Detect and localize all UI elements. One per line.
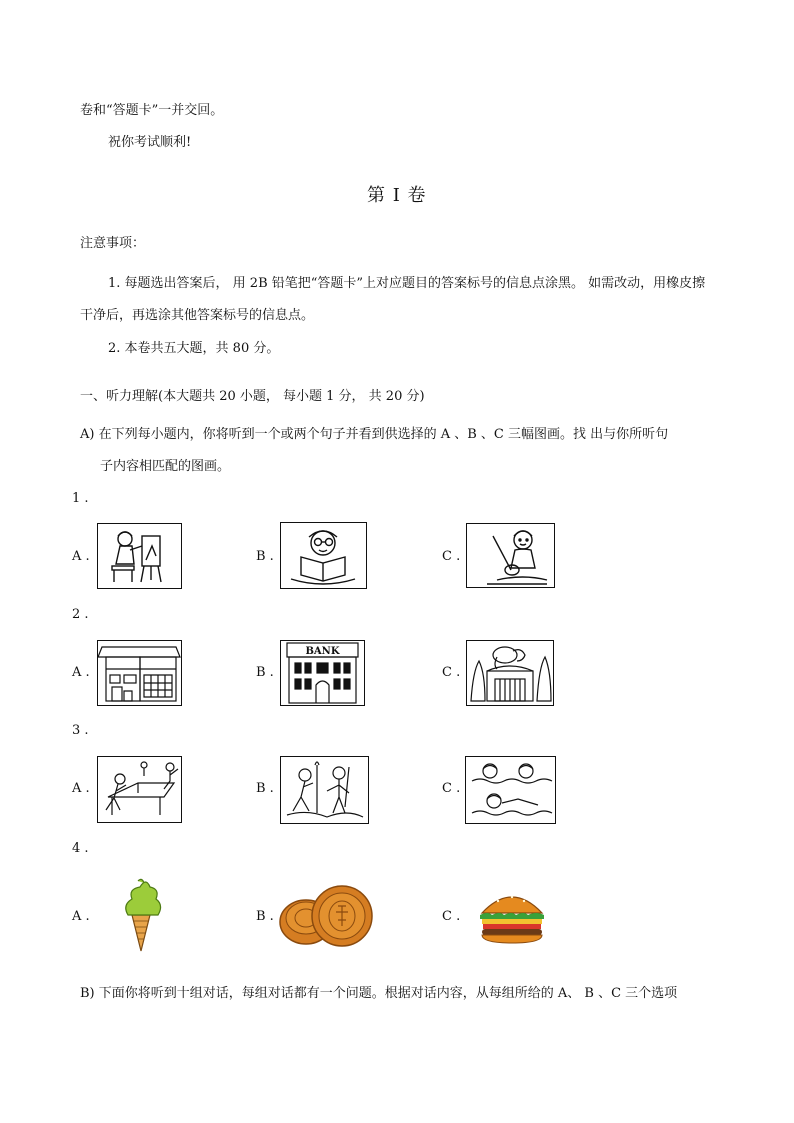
intro-line: 卷和“答题卡”一并交回。 [80,103,224,118]
option-label: C . [442,781,461,796]
planting-trees-image [280,756,369,824]
section-a-instructions: A) 在下列每小题内，你将听到一个或两个句子并看到供选择的 A 、B 、C 三幅图画。找 出与你所听句 [80,427,669,442]
mooncakes-image [278,882,374,948]
option-label: C . [442,549,461,564]
section-a-instructions-continued: 子内容相匹配的图画。 [100,459,231,474]
notes-item-2: 2. 本卷共五大题，共 80 分。 [108,341,280,356]
girl-painting-image [97,523,182,589]
option-label: C . [442,909,461,924]
question-number: 1 . [72,491,89,506]
notes-item-1-continued: 干净后，再选涂其他答案标号的信息点。 [80,308,315,323]
boy-playing-instrument-image [466,523,555,588]
question-number: 2 . [72,607,89,622]
bank-sign-text: BANK [305,646,340,657]
bank-building-image [280,640,365,706]
option-label: A . [72,665,90,680]
option-label: C . [442,665,461,680]
option-label: B . [256,909,274,924]
section-title: 第 I 卷 [367,185,427,206]
hamburger-image [476,887,548,945]
playing-table-tennis-image [97,756,182,823]
option-label: B . [256,781,274,796]
notes-heading: 注意事项： [80,236,146,251]
option-label: A . [72,909,90,924]
notes-item-1: 1. 每题选出答案后， 用 2B 铅笔把“答题卡”上对应题目的答案标号的信息点涂黑。 如需改动，用橡皮擦 [108,276,706,291]
ice-cream-cone-image [120,877,162,953]
section-b-instructions: B) 下面你将听到十组对话，每组对话都有一个问题。根据对话内容，从每组所给的 A、 B 、C 三个选项 [80,986,678,1001]
option-label: A . [72,549,90,564]
swimming-image [465,756,556,824]
zoo-gate-image [466,640,554,706]
option-label: B . [256,549,274,564]
question-number: 4 . [72,841,89,856]
good-luck-line: 祝你考试顺利! [108,135,192,150]
option-label: B . [256,665,274,680]
question-number: 3 . [72,723,89,738]
option-label: A . [72,781,90,796]
part1-heading: 一、听力理解(本大题共 20 小题， 每小题 1 分， 共 20 分) [80,389,425,404]
shop-building-image [97,640,182,706]
boy-reading-book-image [280,522,367,589]
